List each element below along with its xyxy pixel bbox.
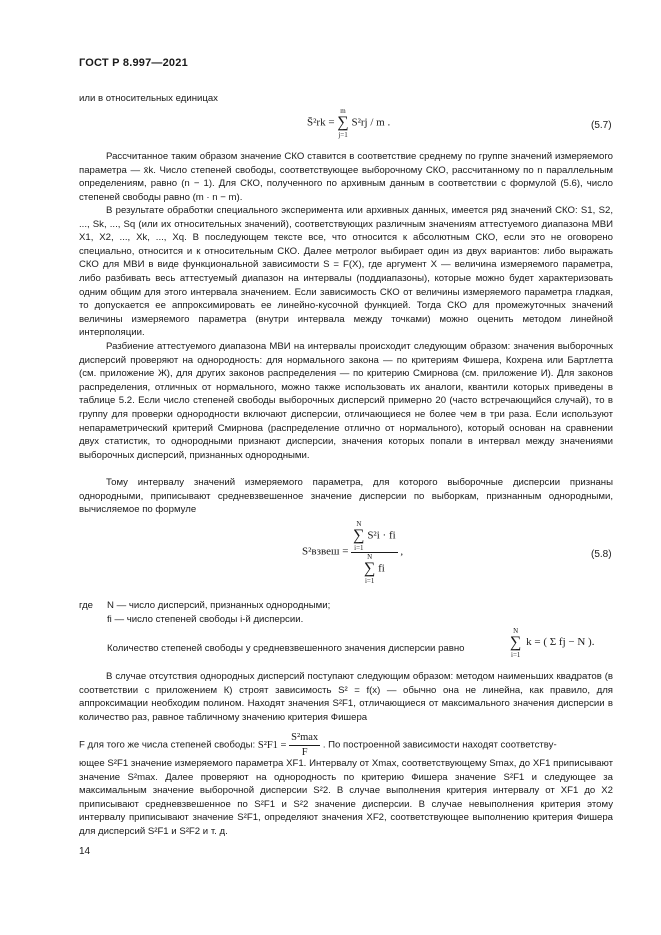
dof-sum-top: N	[513, 627, 519, 635]
formula-5-8-num-bottom: i=1	[354, 544, 364, 552]
paragraph-6-start: F для того же числа степеней свободы:	[79, 739, 256, 751]
sigma-symbol: ∑	[510, 634, 522, 651]
equation-number-5-7: (5.7)	[591, 120, 612, 131]
paragraph-2: В результате обработки специального эксперимента или архивных данных, имеется ряд значений СКО: S1, S2, ..., Sk, ..., Sq (или их относительных значений), соответствующих различным значениям аттестуемого диапазона МВИ X1, X2, ..., Xk, ..., Xq. В последующем тексте все, что относится к абсолютным СКО, если это не оговорено специально, относится и к относительным СКО. Далее метролог выбирает один из двух вариантов: либо выражать СКО для МВИ в виде функциональной зависимости S = F(X), где аргумент X — величина измеряемого параметра, либо разбивать весь аттестуемый диапазон на интервалы (поддиапазоны), которые можно будет характеризовать одним общим для этого интервала значением. Если зависимость СКО от величины измеряемого параметра гладкая, то допускается ее аппроксимировать ее линейно-кусочной функцией. Тогда СКО для промежуточных значений величины измеряемого параметра (внутри интервала между точками) можно оценить методом линейной интерполяции.	[79, 205, 613, 339]
intro-line: или в относительных единицах	[79, 93, 218, 104]
formula-5-7-sum-bottom: j=1	[338, 131, 348, 139]
where-label: где	[79, 600, 94, 611]
formula-5-7-sum	[337, 107, 348, 139]
formula-5-8-num-top: N	[356, 520, 362, 528]
where-item-1: N — число дисперсий, признанных однородными;	[107, 600, 331, 611]
paragraph-5: В случае отсутствия однородных дисперсий поступают следующим образом: методом наименьших квадратов (в соответствии с приложением К) строят зависимость S² = f(x) — обычно она не линейна, как правило, для аппроксимации необходим полином. Находят значения S²F1, отличающиеся от максимального значения дисперсии в количество раз, равное табличному значению критерия Фишера	[79, 671, 613, 723]
page-number: 14	[79, 846, 91, 857]
formula-5-7-body: S²rj / m .	[351, 116, 391, 129]
paragraph-6	[79, 731, 613, 759]
formula-5-7-eq: =	[328, 116, 335, 129]
sf1-fraction	[289, 731, 320, 759]
formula-5-8-eq: =	[342, 545, 349, 558]
paragraph-6-end: . По построенной зависимости находят соответству-	[322, 739, 557, 751]
dof-formula	[510, 627, 594, 659]
formula-5-8-denominator	[351, 553, 398, 585]
formula-5-8-den-body: fi	[378, 562, 385, 575]
sigma-symbol: ∑	[353, 527, 365, 544]
equation-number-5-8: (5.8)	[591, 549, 612, 560]
formula-5-7	[307, 107, 390, 139]
paragraph-7: ющее S²F1 значение измеряемого параметра XF1. Интервалу от Xmax, соответствующему Smax, до XF1 приписывают значение S²max. Далее проверяют на однородность по критерию Фишера значение S²F1 и следующее за максимальным значение выборочной дисперсии S²2. В случае выполнения критерия интервалу от XF1 до X2 приписывают средневзвешенное по S²F1 и S²2 значение дисперсии. В случае невыполнения критерия этому интервалу приписывают значение S²F1, определяют значения XF2, соответствующее выполнению критерия Фишера для дисперсий S²F1 и S²F2 и т. д.	[79, 758, 613, 837]
dof-sum-bottom: i=1	[511, 651, 521, 659]
dof-line	[107, 642, 464, 656]
sigma-symbol: ∑	[337, 114, 349, 131]
formula-5-8-fraction	[351, 520, 398, 585]
sf1-numerator: S²max	[289, 731, 320, 746]
formula-5-8-numerator	[351, 520, 398, 553]
where-item-2: fi — число степеней свободы i-й дисперсии.	[107, 614, 304, 625]
dof-formula-text: k = ( Σ fj − N ).	[526, 636, 595, 649]
formula-5-7-sum-top: m	[340, 107, 346, 115]
sf1-lhs: S²F1 =	[257, 739, 287, 751]
formula-5-8-num-body: S²i · fi	[367, 529, 396, 542]
standard-header: ГОСТ Р 8.997—2021	[79, 57, 188, 69]
formula-5-8-trail: ,	[400, 545, 404, 558]
dof-text: Количество степеней свободы у средневзвешенного значения дисперсии равно	[107, 643, 465, 654]
paragraph-3: Разбиение аттестуемого диапазона МВИ на интервалы происходит следующим образом: значения выборочных дисперсий проверяют на однородность: для нормального закона — по критериям Фишера, Кохрена или Бартлетта (см. приложение Ж), для других законов распределения — по критерию Смирнова (см. приложение И). Для законов распределения, отличных от нормального, можно также использовать их аналоги, квантили которых приведены в таблице 5.2. Если число степеней свободы выборочных дисперсий примерно 20 (часто встречающийся случай), то в группу для проверки однородности включают дисперсии, отличающиеся не более чем в три раза. Если используют непараметрический критерий Смирнова (распределение отлично от нормального), который основан на сравнении двух статистик, то однородными признают дисперсии, значения которых попали в интервал между значениями выборочных дисперсий, признанных однородными.	[79, 341, 613, 461]
paragraph-4: Тому интервалу значений измеряемого параметра, для которого выборочные дисперсии признаны однородными, приписывают средневзвешенное значение дисперсии по выборкам, признанным однородными, вычисляемое по формуле	[79, 477, 613, 516]
sigma-symbol: ∑	[363, 560, 376, 577]
sf1-formula	[257, 732, 323, 758]
sf1-denominator: F	[301, 746, 308, 758]
paragraph-1: Рассчитанное таким образом значение СКО ставится в соответствие среднему по группе значений измеряемого параметра — x̄k. Число степеней свободы, соответствующее выборочному СКО, рассчитанному по n параллельным определениям, равно (n − 1). Для СКО, полученного по архивным данным в соответствии с формулой (5.6), число степеней свободы равно (m · n − m).	[79, 151, 613, 203]
formula-5-8-lhs: S²взвеш	[302, 545, 340, 558]
formula-5-7-lhs: S̄²rk	[307, 116, 326, 129]
dof-formula-sum	[510, 627, 521, 659]
formula-5-8-den-top: N	[367, 553, 373, 561]
formula-5-8	[302, 520, 403, 585]
formula-5-8-den-bottom: i=1	[364, 577, 375, 585]
